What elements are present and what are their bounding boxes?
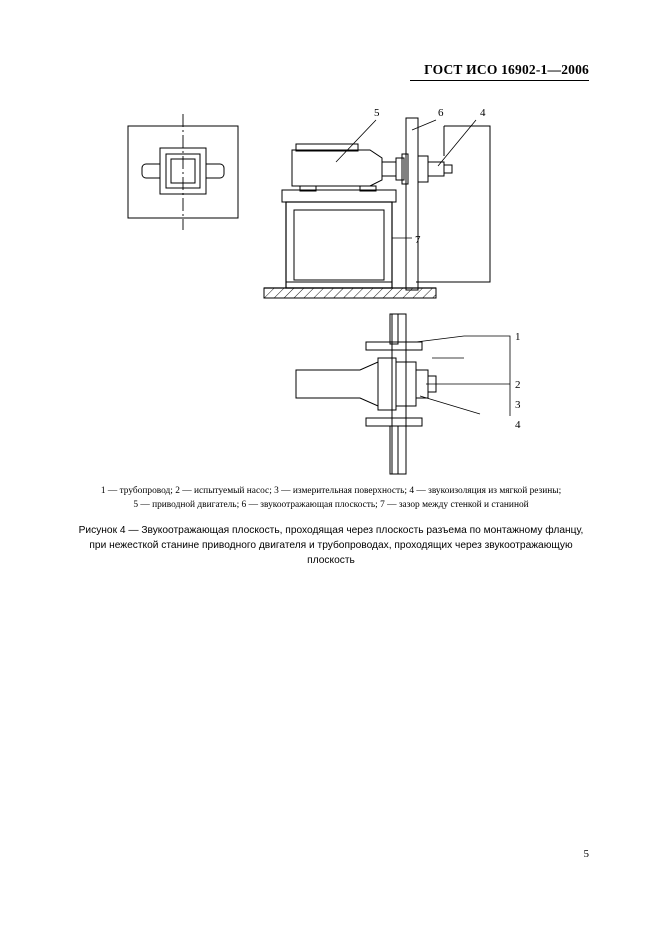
svg-text:1: 1 [515,331,521,343]
figure-4-illustration [60,96,600,476]
figure-caption-line-3: плоскость [307,555,355,566]
figure-legend-line-1: 1 — трубопровод; 2 — испытуемый насос; 3 — измерительная поверхность; 4 — звукоизоляция из мягкой резины; [100,486,562,496]
svg-text:7: 7 [415,234,421,246]
svg-text:6: 6 [438,107,444,119]
page-number: 5 [583,848,589,860]
svg-text:4: 4 [480,107,486,119]
header-divider [410,80,589,81]
figure-legend-line-2: 5 — приводной двигатель; 6 — звукоотражающая плоскость; 7 — зазор между стенкой и станиной [133,500,529,510]
svg-text:5: 5 [374,107,380,119]
figure-caption-line-2: при нежесткой станине приводного двигателя и трубопроводах, проходящих через звукоотражающую [89,540,573,551]
page-title: ГОСТ ИСО 16902-1—2006 [424,62,589,77]
figure-caption-line-1: Рисунок 4 — Звукоотражающая плоскость, проходящая через плоскость разъема по монтажному фланцу, [78,525,584,536]
figure-legend [50,484,612,512]
svg-text:4: 4 [515,419,521,431]
svg-text:2: 2 [515,379,521,391]
figure-caption [50,523,612,568]
svg-text:3: 3 [515,399,521,411]
